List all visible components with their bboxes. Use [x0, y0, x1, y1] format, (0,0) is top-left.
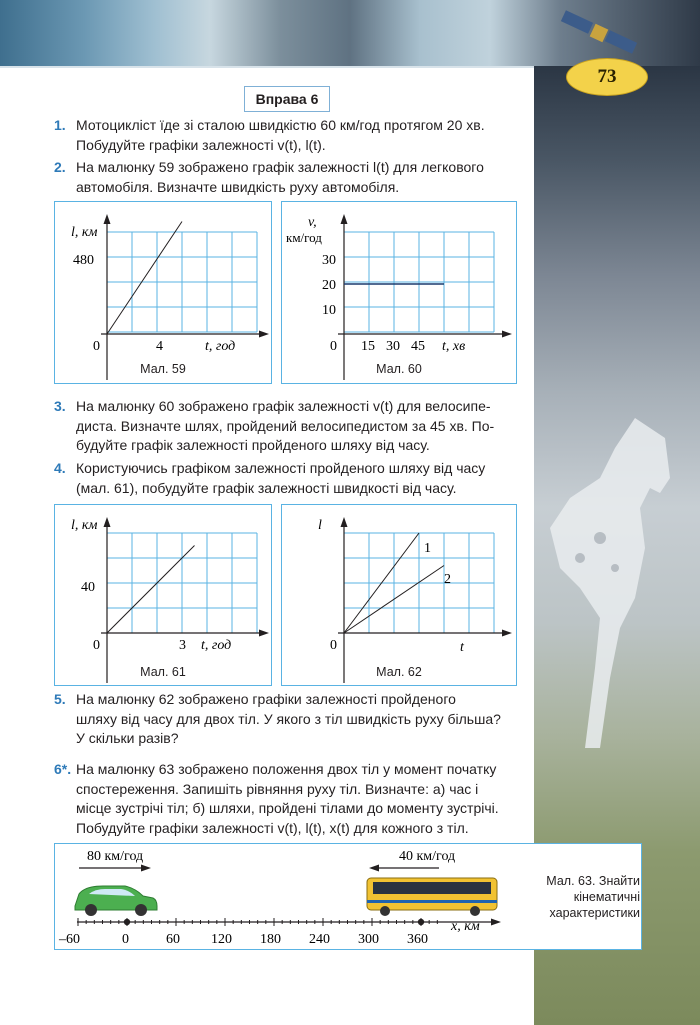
- task-2: [54, 158, 524, 197]
- task-text: На малюнку 60 зображено графік залежності v(t) для велосипе- диста. Визначте шлях, пройдений велосипедистом за 45 хв. По- будуйте графік залежності пройденого шляху від часу.: [76, 398, 495, 453]
- fig60-xtick-15: 15: [361, 339, 375, 354]
- task-number: 2.: [54, 159, 66, 175]
- page-number-badge: 73: [566, 58, 648, 96]
- fig63-tick-120: 120: [211, 932, 232, 947]
- fig59-xtick: 4: [156, 339, 163, 354]
- fig60-xlabel: t, хв: [442, 339, 466, 354]
- car-icon: [75, 886, 157, 916]
- fig60-ytick-20: 20: [322, 278, 336, 293]
- fig61-x-arrow: [259, 630, 269, 637]
- fig59-data-line: [107, 222, 182, 335]
- fig61-caption: Мал. 61: [140, 665, 186, 679]
- fig63-x-arrow: [491, 919, 501, 926]
- figure-62: [281, 504, 517, 686]
- fig63-car-speed: 80 км/год: [87, 849, 144, 864]
- task-4: [54, 459, 524, 498]
- fig63-tick-180: 180: [260, 932, 281, 947]
- fig62-caption: Мал. 62: [376, 665, 422, 679]
- task-number: 1.: [54, 117, 66, 133]
- fig59-xlabel: t, год: [205, 339, 236, 354]
- fig59-y-arrow: [104, 214, 111, 224]
- fig61-grid: [107, 533, 257, 633]
- fig62-y-arrow: [341, 517, 348, 527]
- fig60-caption: Мал. 60: [376, 362, 422, 376]
- exercise-title: Вправа 6: [244, 86, 330, 112]
- fig59-chart: [55, 202, 271, 383]
- task-text: На малюнку 63 зображено положення двох тіл у момент початку спостереження. Запишіть рівняння руху тіл. Визначте: а) час і місце зустрічі тіл; б) шляхи, пройдені тілами до моменту зустрічі. Побудуйте графіки залежності v(t), l(t), x(t) для кожного з тіл.: [76, 761, 499, 836]
- fig61-origin: 0: [93, 638, 100, 653]
- fig63-tick-300: 300: [358, 932, 379, 947]
- fig60-xtick-30: 30: [386, 339, 400, 354]
- fig61-data-line: [107, 546, 195, 634]
- fig63-tick-60: 60: [166, 932, 180, 947]
- fig62-chart: [282, 505, 516, 685]
- fig63-car-position: [124, 919, 130, 925]
- task-6: [54, 760, 524, 838]
- task-number: 5.: [54, 691, 66, 707]
- fig60-x-arrow: [502, 331, 512, 338]
- fig59-ytick: 480: [73, 253, 94, 268]
- bus-icon: [367, 878, 497, 916]
- fig63-car-arrow-head: [141, 865, 151, 872]
- fig63-chart: [55, 844, 515, 949]
- fig60-grid: [344, 232, 494, 332]
- fig63-bus-speed: 40 км/год: [399, 849, 456, 864]
- fig63-bus-position: [418, 919, 424, 925]
- fig61-chart: [55, 505, 271, 685]
- fig59-ylabel: l, км: [71, 225, 98, 240]
- fig62-origin: 0: [330, 638, 337, 653]
- fig63-tick-360: 360: [407, 932, 428, 947]
- fig61-xtick: 3: [179, 638, 186, 653]
- task-1: [54, 116, 524, 155]
- figure-59: [54, 201, 272, 384]
- fig62-x-arrow: [502, 630, 512, 637]
- fig60-y-arrow: [341, 214, 348, 224]
- horse-illustration: [540, 418, 690, 758]
- fig63-axis-label: x, км: [451, 919, 480, 934]
- task-5: [54, 690, 524, 749]
- fig63-tick-neg60: –60: [59, 932, 80, 947]
- task-text: На малюнку 62 зображено графіки залежності пройденого шляху від часу для двох тіл. У якого з тіл швидкість руху більша? У скільки разів?: [76, 691, 501, 746]
- fig60-ytick-30: 30: [322, 253, 336, 268]
- fig60-chart: [282, 202, 516, 383]
- fig63-bus-arrow-head: [369, 865, 379, 872]
- fig59-x-arrow: [259, 331, 269, 338]
- fig59-caption: Мал. 59: [140, 362, 186, 376]
- fig61-ylabel: l, км: [71, 518, 98, 533]
- task-number: 6*.: [54, 761, 72, 777]
- fig62-line2-label: 2: [444, 572, 451, 587]
- fig62-line1-label: 1: [424, 541, 431, 556]
- fig59-origin: 0: [93, 339, 100, 354]
- task-number: 4.: [54, 460, 66, 476]
- task-text: Мотоцикліст їде зі сталою швидкістю 60 км/год протягом 20 хв. Побудуйте графіки залежності v(t), l(t).: [76, 117, 485, 153]
- fig60-ylabel-1: v,: [308, 215, 317, 230]
- fig60-xtick-45: 45: [411, 339, 425, 354]
- fig63-tick-240: 240: [309, 932, 330, 947]
- fig61-xlabel: t, год: [201, 638, 232, 653]
- task-3: [54, 397, 524, 456]
- figure-61: [54, 504, 272, 686]
- fig60-ylabel-2: км/год: [286, 230, 322, 245]
- fig61-y-arrow: [104, 517, 111, 527]
- fig61-ytick: 40: [81, 580, 95, 595]
- task-number: 3.: [54, 398, 66, 414]
- figure-60: [281, 201, 517, 384]
- task-text: На малюнку 59 зображено графік залежності l(t) для легкового автомобіля. Визначте швидкість руху автомобіля.: [76, 159, 484, 195]
- fig59-grid: [107, 232, 257, 332]
- satellite-icon: [560, 6, 640, 58]
- fig63-tick-0: 0: [122, 932, 129, 947]
- fig60-origin: 0: [330, 339, 337, 354]
- fig63-caption: Мал. 63. Знайти кінематичні характеристики: [546, 874, 640, 920]
- fig60-ytick-10: 10: [322, 303, 336, 318]
- fig62-ylabel: l: [318, 518, 322, 533]
- fig62-xlabel: t: [460, 640, 464, 655]
- task-text: Користуючись графіком залежності пройденого шляху від часу (мал. 61), побудуйте графік залежності швидкості від часу.: [76, 460, 486, 496]
